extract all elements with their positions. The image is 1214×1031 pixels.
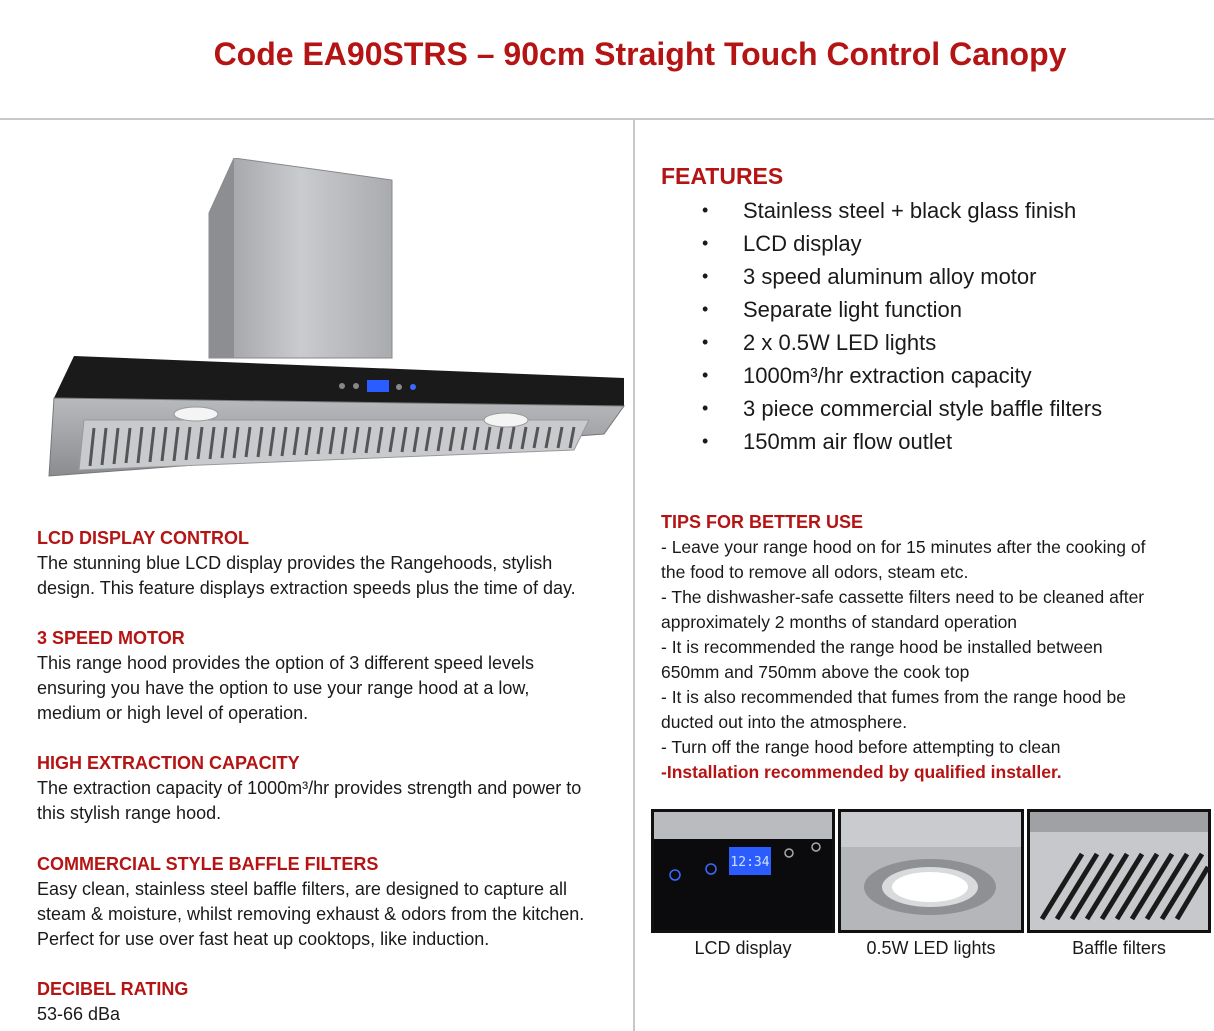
section-text: Easy clean, stainless steel baffle filters, are designed to capture all [37,879,567,899]
section-text: 53-66 dBa [37,1004,121,1024]
section-baffle-filters [37,852,617,952]
list-item: • 1000m³/hr extraction capacity [661,359,1102,392]
header-divider [0,118,1214,120]
section-text: steam & moisture, whilst removing exhaust & odors from the kitchen. [37,904,585,924]
list-item: • Stainless steel + black glass finish [661,194,1102,227]
thumbnail-led-lights [838,809,1024,933]
tips-line: - Turn off the range hood before attempting to clean [661,737,1061,757]
bullet-icon: • [702,299,709,319]
bullet-icon: • [702,266,709,286]
thumbnail-caption: 0.5W LED lights [866,938,996,958]
tips-line: - It is also recommended that fumes from the range hood be [661,687,1126,707]
section-text: Perfect for use over fast heat up cooktops, like induction. [37,929,490,949]
section-high-extraction-capacity [37,751,617,826]
lcd-readout: 12:34 [730,855,770,870]
page-title: Code EA90STRS – 90cm Straight Touch Control Canopy [213,36,1067,72]
section-heading: 3 SPEED MOTOR [37,628,185,648]
section-text: The stunning blue LCD display provides the Rangehoods, stylish [37,553,553,573]
section-heading: HIGH EXTRACTION CAPACITY [37,753,300,773]
section-text: medium or high level of operation. [37,703,309,723]
tips-line: 650mm and 750mm above the cook top [661,662,970,682]
thumbnail-baffle-filters [1027,809,1211,933]
range-hood-image [44,158,634,485]
list-item: • Separate light function [661,293,1102,326]
tips-line: ducted out into the atmosphere. [661,712,908,732]
section-decibel-rating [37,977,617,1027]
bullet-icon: • [702,233,709,253]
section-heading: LCD DISPLAY CONTROL [37,528,250,548]
bullet-icon: • [702,200,709,220]
list-item: • 3 piece commercial style baffle filters [661,392,1102,425]
section-text: design. This feature displays extraction speeds plus the time of day. [37,578,576,598]
section-text: This range hood provides the option of 3 different speed levels [37,653,534,673]
installation-warning: -Installation recommended by qualified installer. [661,762,1062,782]
list-item: • 3 speed aluminum alloy motor [661,260,1102,293]
thumbnail-caption: LCD display [694,938,792,958]
list-item: • LCD display [661,227,1102,260]
bullet-icon: • [702,365,709,385]
section-lcd-display-control [37,526,617,601]
features-section [661,162,1102,458]
section-3-speed-motor [37,626,617,726]
features-list [661,194,1102,458]
thumbnail-caption: Baffle filters [1072,938,1166,958]
tips-line: - The dishwasher-safe cassette filters need to be cleaned after [661,587,1145,607]
thumbnail-lcd-display [651,809,835,933]
tips-line: the food to remove all odors, steam etc. [661,562,969,582]
list-item: • 2 x 0.5W LED lights [661,326,1102,359]
tips-line: approximately 2 months of standard operation [661,612,1018,632]
section-text: The extraction capacity of 1000m³/hr provides strength and power to [37,778,582,798]
list-item: • 150mm air flow outlet [661,425,1102,458]
bullet-icon: • [702,332,709,352]
bullet-icon: • [702,431,709,451]
tips-line: - It is recommended the range hood be installed between [661,637,1103,657]
section-text: this stylish range hood. [37,803,222,823]
section-heading: DECIBEL RATING [37,979,189,999]
tips-section [661,510,1201,785]
tips-heading: TIPS FOR BETTER USE [661,512,864,532]
section-heading: COMMERCIAL STYLE BAFFLE FILTERS [37,854,379,874]
bullet-icon: • [702,398,709,418]
tips-line: - Leave your range hood on for 15 minutes after the cooking of [661,537,1146,557]
features-heading: FEATURES [661,163,784,189]
section-text: ensuring you have the option to use your range hood at a low, [37,678,530,698]
